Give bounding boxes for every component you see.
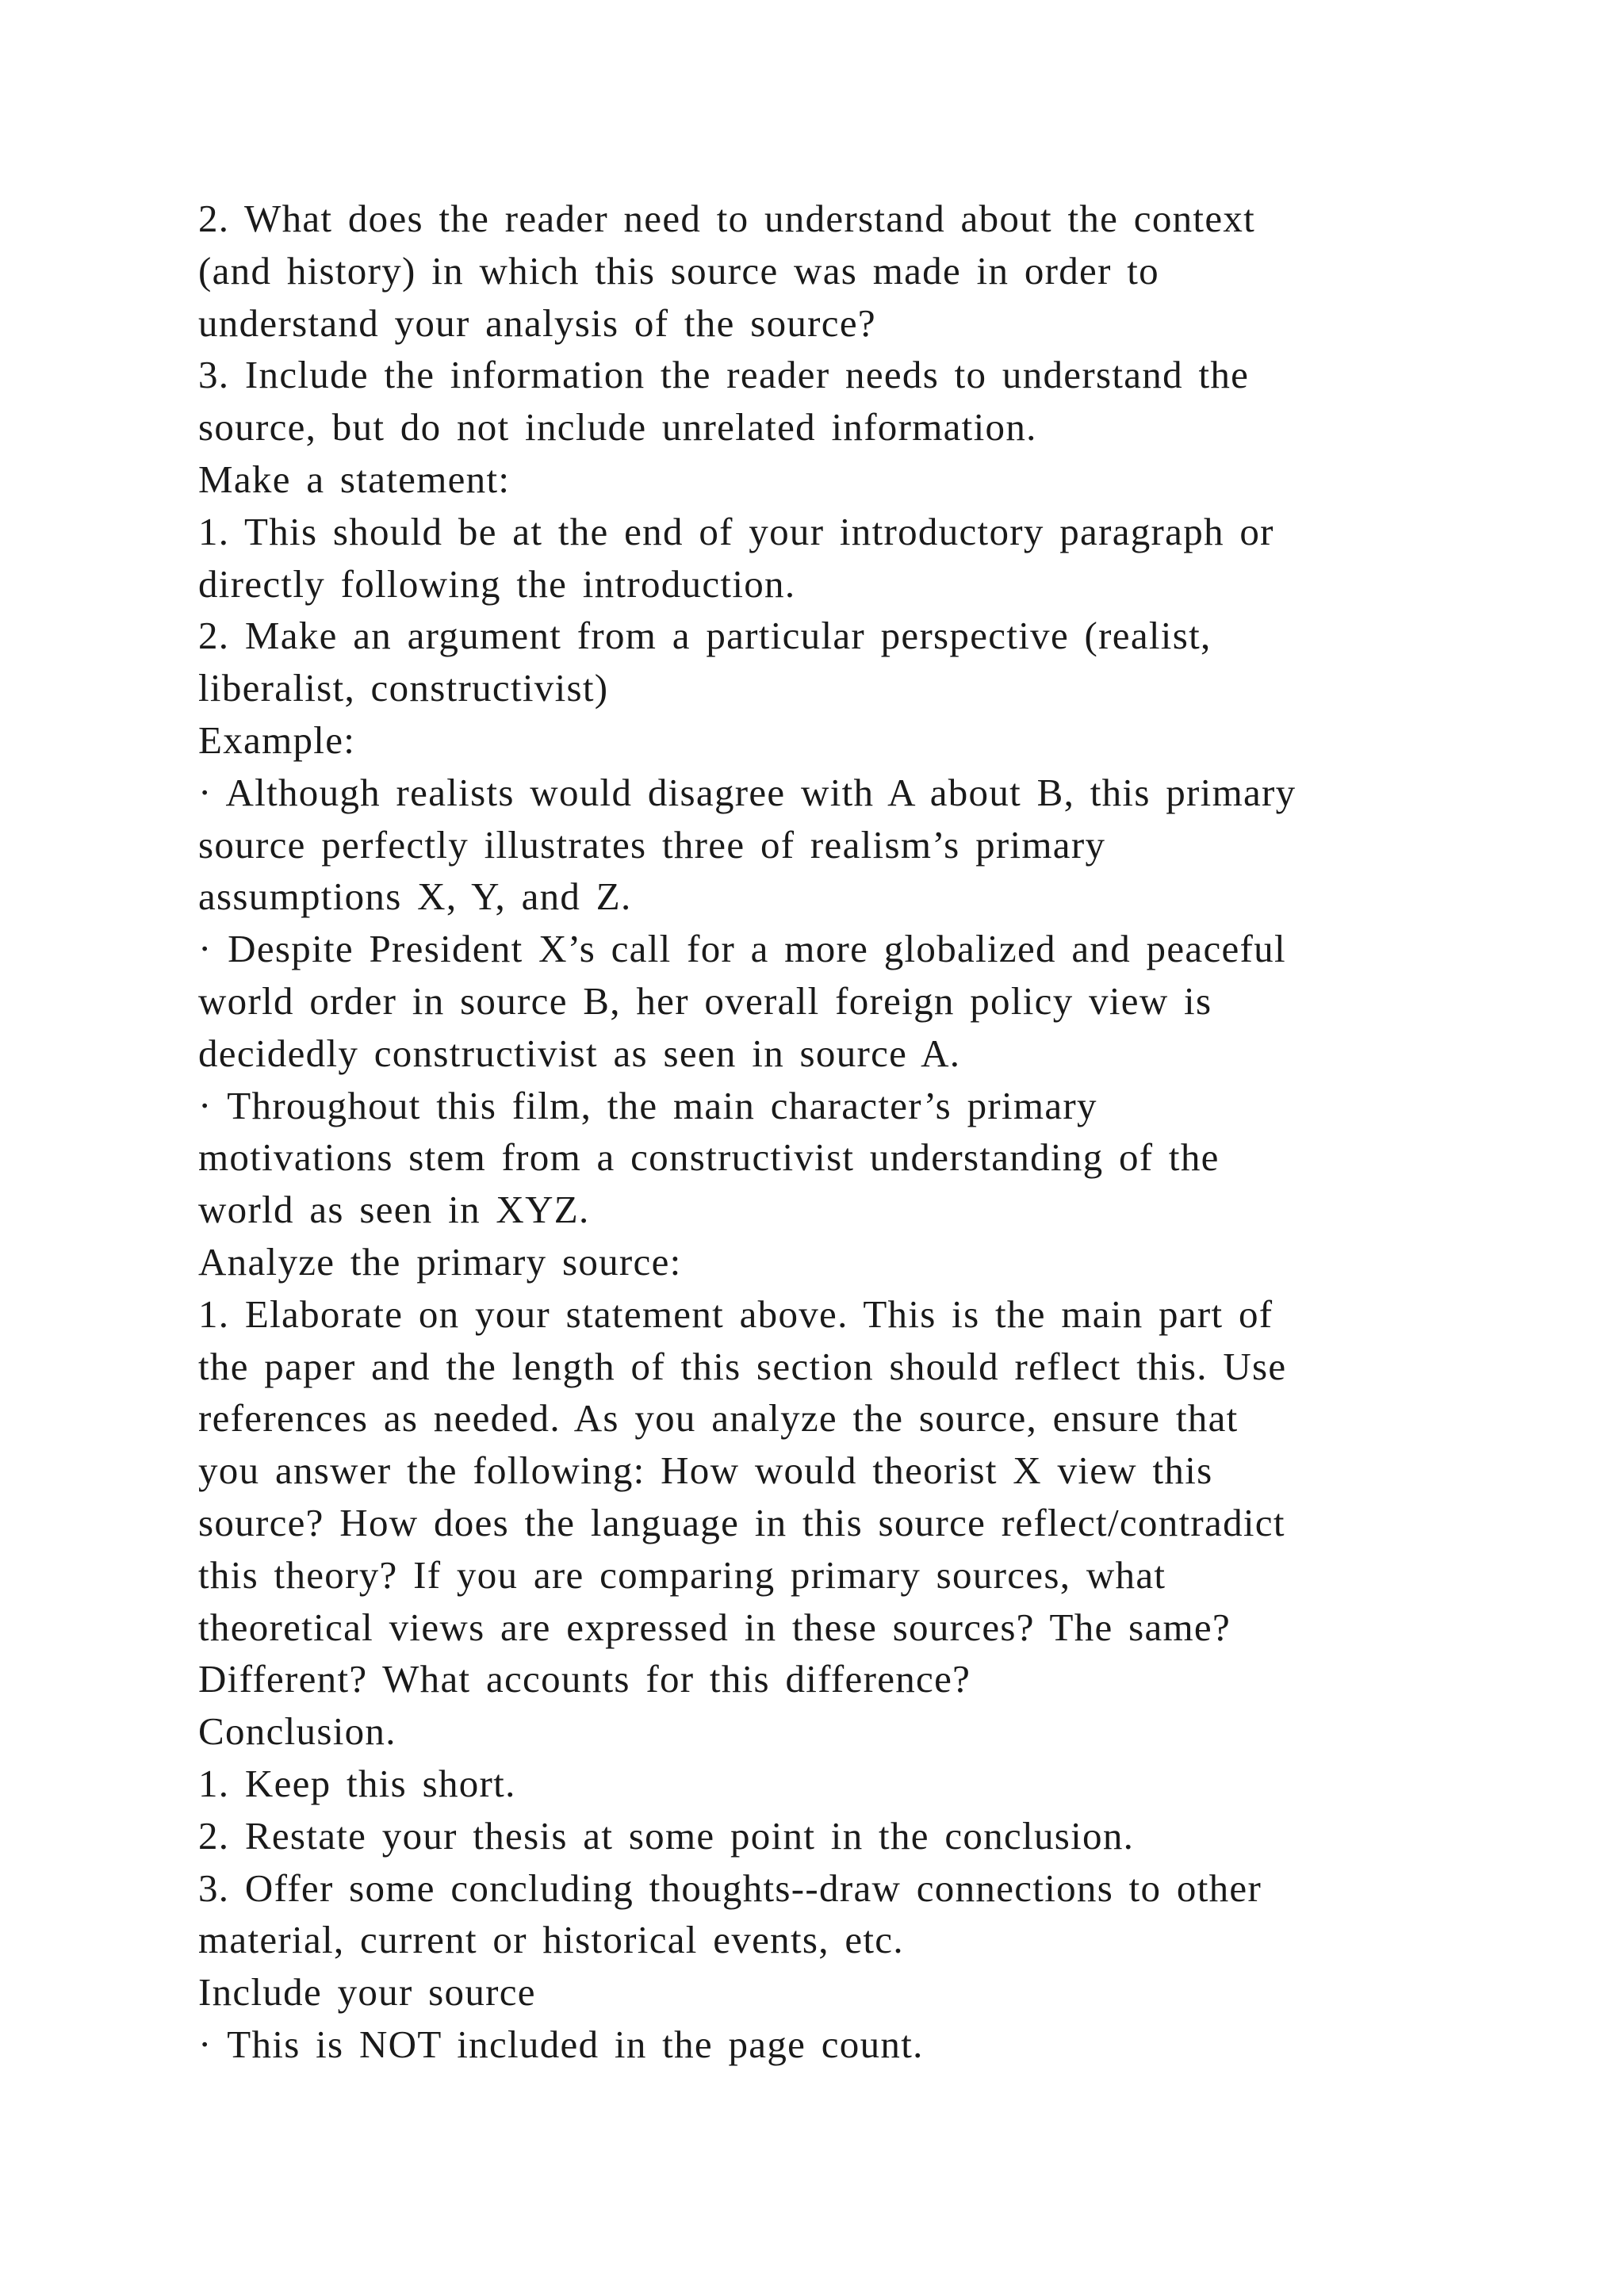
text-line: source, but do not include unrelated information. [198, 405, 1037, 450]
text-line: liberalist, constructivist) [198, 666, 609, 710]
section-heading-analyze: Analyze the primary source: [198, 1239, 682, 1284]
section-heading-example: Example: [198, 718, 356, 762]
bullet-line: · This is NOT included in the page count. [198, 2022, 924, 2066]
text-line: source perfectly illustrates three of realism’s primary [198, 822, 1106, 867]
bullet-line: · Despite President X’s call for a more globalized and peaceful [198, 927, 1286, 971]
text-line: Different? What accounts for this difference? [198, 1657, 971, 1701]
text-line: directly following the introduction. [198, 561, 796, 606]
text-line: references as needed. As you analyze the source, ensure that [198, 1396, 1239, 1441]
text-line: 2. Make an argument from a particular perspective (realist, [198, 614, 1212, 658]
text-line: world order in source B, her overall foreign policy view is [198, 978, 1212, 1023]
text-line: the paper and the length of this section should reflect this. Use [198, 1344, 1287, 1388]
text-line: 3. Include the information the reader needs to understand the [198, 353, 1250, 397]
text-line: motivations stem from a constructivist understanding of the [198, 1135, 1220, 1180]
text-line: understand your analysis of the source? [198, 300, 876, 345]
text-line: source? How does the language in this source reflect/contradict [198, 1500, 1285, 1544]
text-line: theoretical views are expressed in these sources? The same? [198, 1605, 1231, 1649]
text-line: (and history) in which this source was made in order to [198, 248, 1159, 293]
bullet-line: · Throughout this film, the main character’s primary [198, 1083, 1097, 1127]
section-heading-make-a-statement: Make a statement: [198, 457, 511, 501]
text-line: material, current or historical events, etc. [198, 1918, 904, 1962]
section-heading-conclusion: Conclusion. [198, 1709, 396, 1754]
text-line: assumptions X, Y, and Z. [198, 874, 632, 919]
text-line: world as seen in XYZ. [198, 1188, 590, 1232]
text-line: decidedly constructivist as seen in source A. [198, 1031, 961, 1075]
document-body [198, 193, 1467, 2071]
text-line: 1. Keep this short. [198, 1761, 516, 1805]
text-line: 1. Elaborate on your statement above. This is the main part of [198, 1292, 1274, 1336]
text-line: 2. What does the reader need to understand about the context [198, 197, 1256, 240]
bullet-line: · Although realists would disagree with A about B, this primary [198, 770, 1297, 814]
text-line: 1. This should be at the end of your introductory paragraph or [198, 509, 1274, 553]
text-line: 2. Restate your thesis at some point in the conclusion. [198, 1813, 1135, 1858]
section-heading-include-source: Include your source [198, 1970, 536, 2015]
text-line: this theory? If you are comparing primary sources, what [198, 1552, 1166, 1597]
text-line: you answer the following: How would theorist X view this [198, 1448, 1213, 1493]
text-line: 3. Offer some concluding thoughts--draw connections to other [198, 1866, 1262, 1910]
